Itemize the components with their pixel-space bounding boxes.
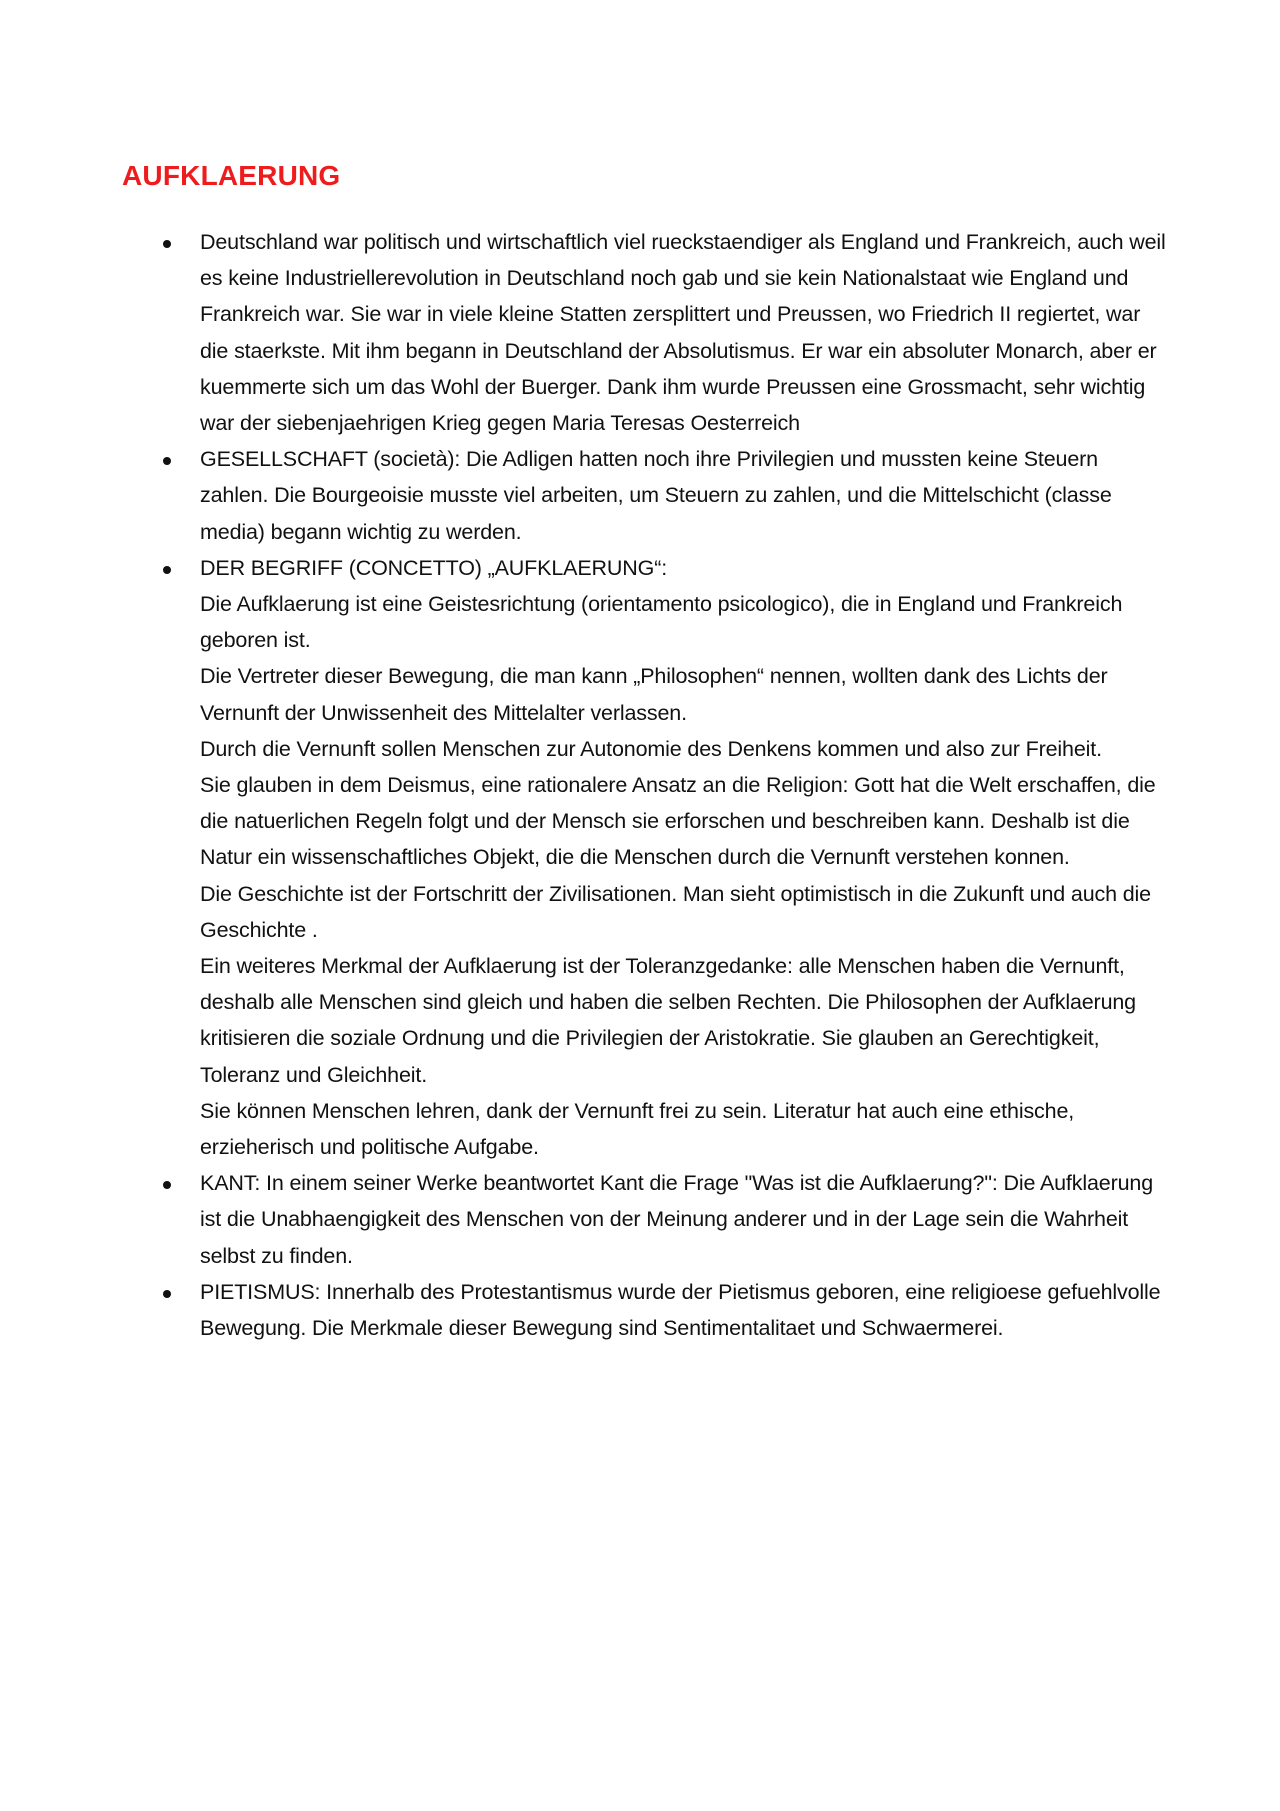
paragraph: KANT: In einem seiner Werke beantwortet Kant die Frage "Was ist die Aufklaerung?": Die Aufklaerung ist die Unabhaengigkeit des Menschen von der Meinung anderer und in der Lage sein die Wahrheit selbst zu finden. [200, 1171, 1154, 1268]
bullet-icon [163, 1181, 171, 1189]
paragraph: Ein weiteres Merkmal der Aufklaerung ist der Toleranzgedanke: alle Menschen haben die Vernunft, deshalb alle Menschen sind gleich und haben die selben Rechten. Die Philosophen der Aufklaerung kritisieren die soziale Ordnung und die Privilegien der Aristokratie. Sie glauben an Gerechtigkeit, Toleranz und Gleichheit. [200, 954, 1136, 1087]
list-item-pietism [200, 1274, 1170, 1346]
paragraph: Die Geschichte ist der Fortschritt der Zivilisationen. Man sieht optimistisch in die Zukunft und auch die Geschichte . [200, 881, 1151, 942]
list-item-society [200, 441, 1170, 550]
paragraph: Die Vertreter dieser Bewegung, die man kann „Philosophen“ nennen, wollten dank des Lichts der Vernunft der Unwissenheit des Mittelalter verlassen. [200, 664, 1108, 725]
paragraph-heading: DER BEGRIFF (CONCETTO) „AUFKLAERUNG“: [200, 555, 668, 580]
bullet-icon [163, 240, 171, 248]
paragraph: PIETISMUS: Innerhalb des Protestantismus wurde der Pietismus geboren, eine religioese gefuehlvolle Bewegung. Die Merkmale dieser Bewegung sind Sentimentalitaet und Schwaermerei. [200, 1279, 1161, 1341]
paragraph: Durch die Vernunft sollen Menschen zur Autonomie des Denkens kommen und also zur Freiheit. [200, 736, 1102, 761]
paragraph: Deutschland war politisch und wirtschaftlich viel rueckstaendiger als England und Frankreich, auch weil es keine Industriellerevolution in Deutschland noch gab und sie kein Nationalstaat wie England und Frankreich war. Sie war in viele kleine Statten zersplittert und Preussen, wo Friedrich II regiertet, war die staerkste. Mit ihm begann in Deutschland der Absolutismus. Er war ein absoluter Monarch, aber er kuemmerte sich um das Wohl der Buerger. Dank ihm wurde Preussen eine Grossmacht, sehr wichtig war der siebenjaehrigen Krieg gegen Maria Teresas Oesterreich [200, 230, 1166, 436]
bullet-list [200, 224, 1170, 1346]
bullet-icon [163, 1290, 171, 1298]
list-item-politics [200, 224, 1170, 441]
document-title: AUFKLAERUNG [122, 160, 341, 191]
list-item-concept [200, 550, 1170, 1165]
paragraph: Sie können Menschen lehren, dank der Vernunft frei zu sein. Literatur hat auch eine ethische, erzieherisch und politische Aufgabe. [200, 1098, 1075, 1160]
bullet-icon [163, 457, 171, 465]
bullet-icon [163, 566, 171, 574]
list-item-kant [200, 1165, 1170, 1274]
paragraph: Die Aufklaerung ist eine Geistesrichtung (orientamento psicologico), die in England und Frankreich geboren ist. [200, 592, 1123, 653]
paragraph: GESELLSCHAFT (società): Die Adligen hatten noch ihre Privilegien und mussten keine Steuern zahlen. Die Bourgeoisie musste viel arbeiten, um Steuern zu zahlen, und die Mittelschicht (classe media) begann wichtig zu werden. [200, 447, 1112, 544]
paragraph: Sie glauben in dem Deismus, eine rationalere Ansatz an die Religion: Gott hat die Welt erschaffen, die die natuerlichen Regeln folgt und der Mensch sie erforschen und beschreiben kann. Deshalb ist die Natur ein wissenschaftliches Objekt, die die Menschen durch die Vernunft verstehen konnen. [200, 773, 1156, 870]
